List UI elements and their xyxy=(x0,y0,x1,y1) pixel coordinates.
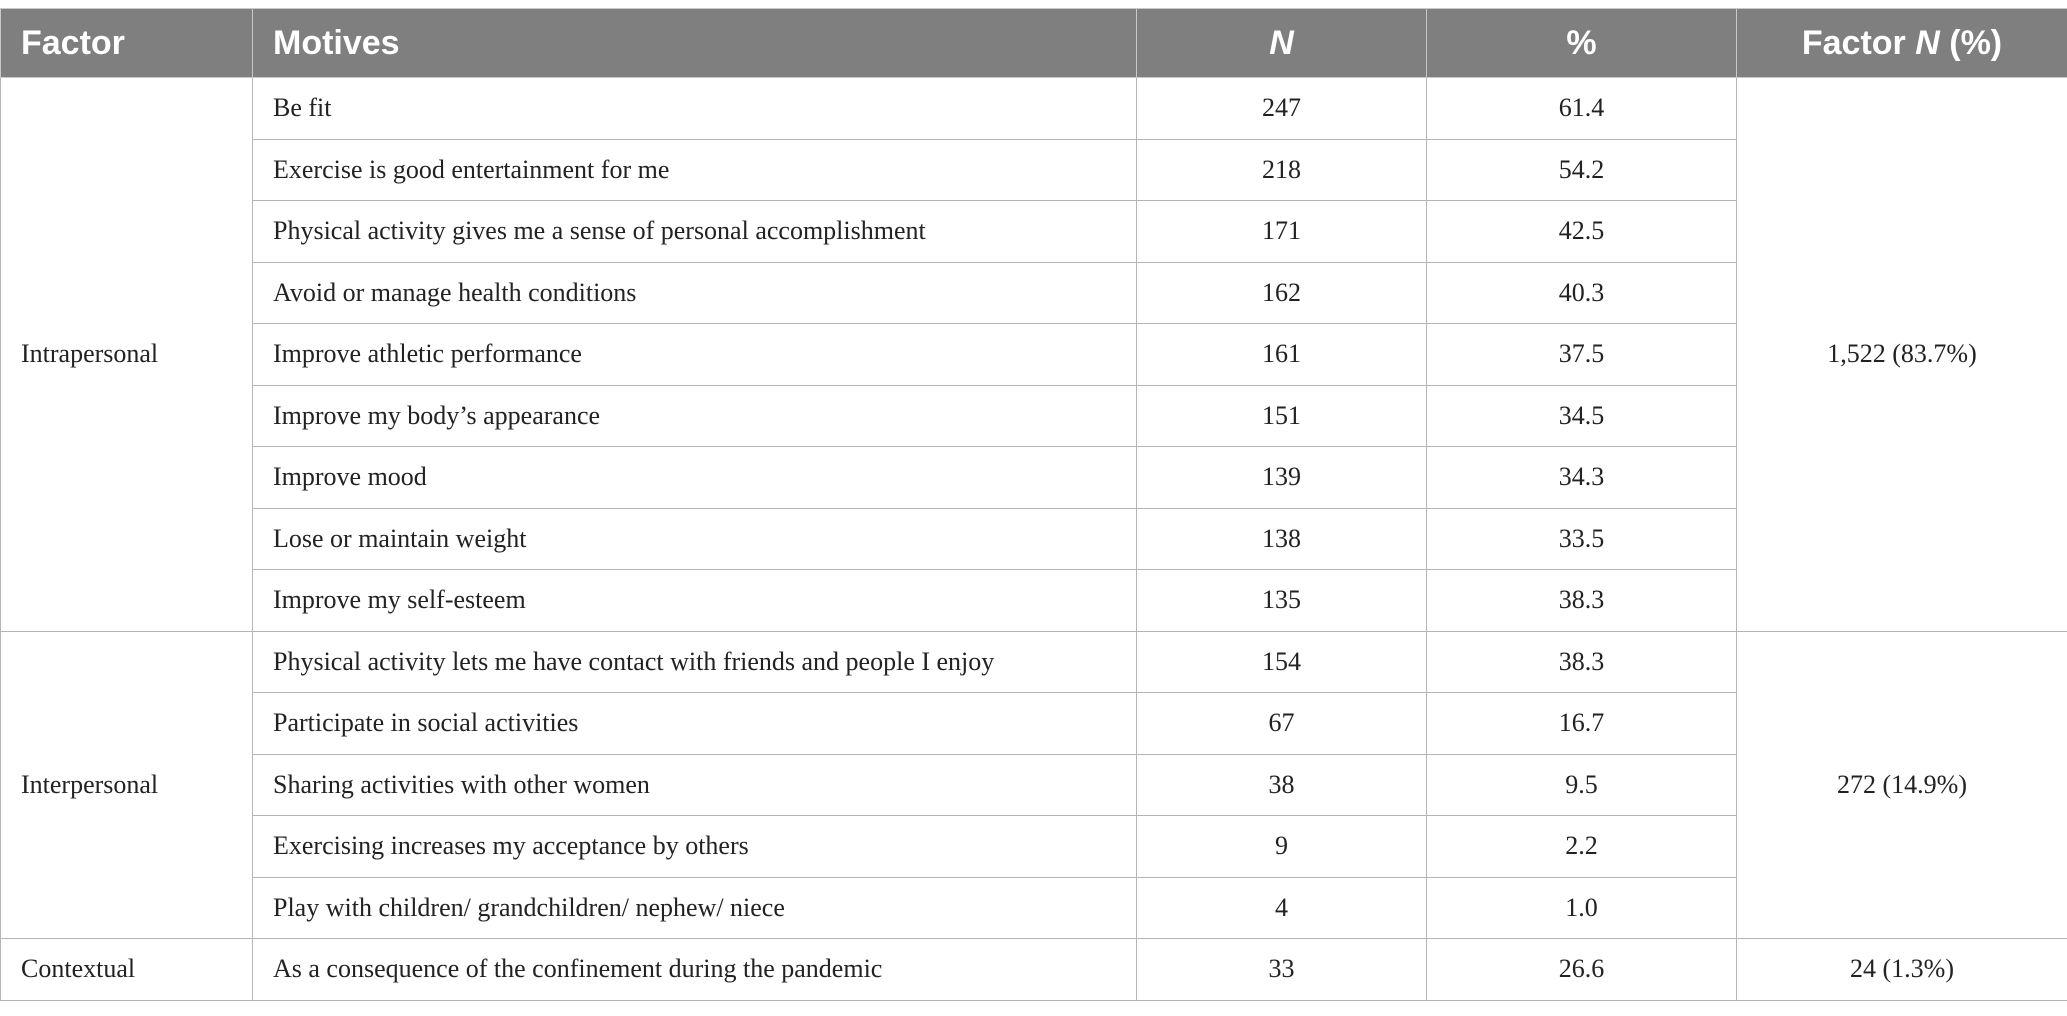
percent-cell: 40.3 xyxy=(1427,262,1737,324)
header-factor-n-italic: N xyxy=(1915,23,1940,62)
header-row xyxy=(1,9,2067,78)
n-cell: 154 xyxy=(1137,631,1427,693)
percent-cell: 42.5 xyxy=(1427,201,1737,263)
motive-cell: Be fit xyxy=(253,78,1137,140)
percent-cell: 38.3 xyxy=(1427,631,1737,693)
factor-cell: Intrapersonal xyxy=(1,78,253,632)
motive-cell: Improve my body’s appearance xyxy=(253,385,1137,447)
n-cell: 4 xyxy=(1137,877,1427,939)
factor-total-cell: 1,522 (83.7%) xyxy=(1737,78,2067,632)
percent-cell: 2.2 xyxy=(1427,816,1737,878)
header-factor-n-suffix: (%) xyxy=(1939,23,2003,62)
factor-total-cell: 24 (1.3%) xyxy=(1737,939,2067,1001)
percent-cell: 34.3 xyxy=(1427,447,1737,509)
motives-table xyxy=(0,8,2067,1001)
percent-cell: 38.3 xyxy=(1427,570,1737,632)
percent-cell: 34.5 xyxy=(1427,385,1737,447)
motive-cell: Exercise is good entertainment for me xyxy=(253,139,1137,201)
n-cell: 138 xyxy=(1137,508,1427,570)
header-percent: % xyxy=(1427,9,1737,78)
n-cell: 218 xyxy=(1137,139,1427,201)
n-cell: 162 xyxy=(1137,262,1427,324)
percent-cell: 33.5 xyxy=(1427,508,1737,570)
table-header xyxy=(1,9,2067,78)
factor-cell: Interpersonal xyxy=(1,631,253,939)
header-factor: Factor xyxy=(1,9,253,78)
motive-cell: Improve mood xyxy=(253,447,1137,509)
table-row xyxy=(1,631,2067,693)
n-cell: 67 xyxy=(1137,693,1427,755)
header-n-label: N xyxy=(1269,23,1294,62)
motive-cell: As a consequence of the confinement during the pandemic xyxy=(253,939,1137,1001)
motive-cell: Lose or maintain weight xyxy=(253,508,1137,570)
n-cell: 33 xyxy=(1137,939,1427,1001)
header-factor-n-percent xyxy=(1737,9,2067,78)
n-cell: 171 xyxy=(1137,201,1427,263)
n-cell: 38 xyxy=(1137,754,1427,816)
n-cell: 247 xyxy=(1137,78,1427,140)
n-cell: 151 xyxy=(1137,385,1427,447)
percent-cell: 9.5 xyxy=(1427,754,1737,816)
table-row xyxy=(1,78,2067,140)
motive-cell: Physical activity lets me have contact with friends and people I enjoy xyxy=(253,631,1137,693)
motive-cell: Play with children/ grandchildren/ nephew/ niece xyxy=(253,877,1137,939)
n-cell: 161 xyxy=(1137,324,1427,386)
percent-cell: 26.6 xyxy=(1427,939,1737,1001)
table-body xyxy=(1,78,2067,1001)
motive-cell: Improve my self-esteem xyxy=(253,570,1137,632)
header-n xyxy=(1137,9,1427,78)
motive-cell: Exercising increases my acceptance by others xyxy=(253,816,1137,878)
percent-cell: 54.2 xyxy=(1427,139,1737,201)
header-factor-n-prefix: Factor xyxy=(1801,23,1916,62)
factor-total-cell: 272 (14.9%) xyxy=(1737,631,2067,939)
percent-cell: 37.5 xyxy=(1427,324,1737,386)
percent-cell: 61.4 xyxy=(1427,78,1737,140)
percent-cell: 16.7 xyxy=(1427,693,1737,755)
motive-cell: Participate in social activities xyxy=(253,693,1137,755)
percent-cell: 1.0 xyxy=(1427,877,1737,939)
motive-cell: Improve athletic performance xyxy=(253,324,1137,386)
table-row xyxy=(1,939,2067,1001)
header-motives: Motives xyxy=(253,9,1137,78)
motive-cell: Sharing activities with other women xyxy=(253,754,1137,816)
n-cell: 139 xyxy=(1137,447,1427,509)
n-cell: 135 xyxy=(1137,570,1427,632)
factor-cell: Contextual xyxy=(1,939,253,1001)
motive-cell: Physical activity gives me a sense of personal accomplishment xyxy=(253,201,1137,263)
n-cell: 9 xyxy=(1137,816,1427,878)
motive-cell: Avoid or manage health conditions xyxy=(253,262,1137,324)
